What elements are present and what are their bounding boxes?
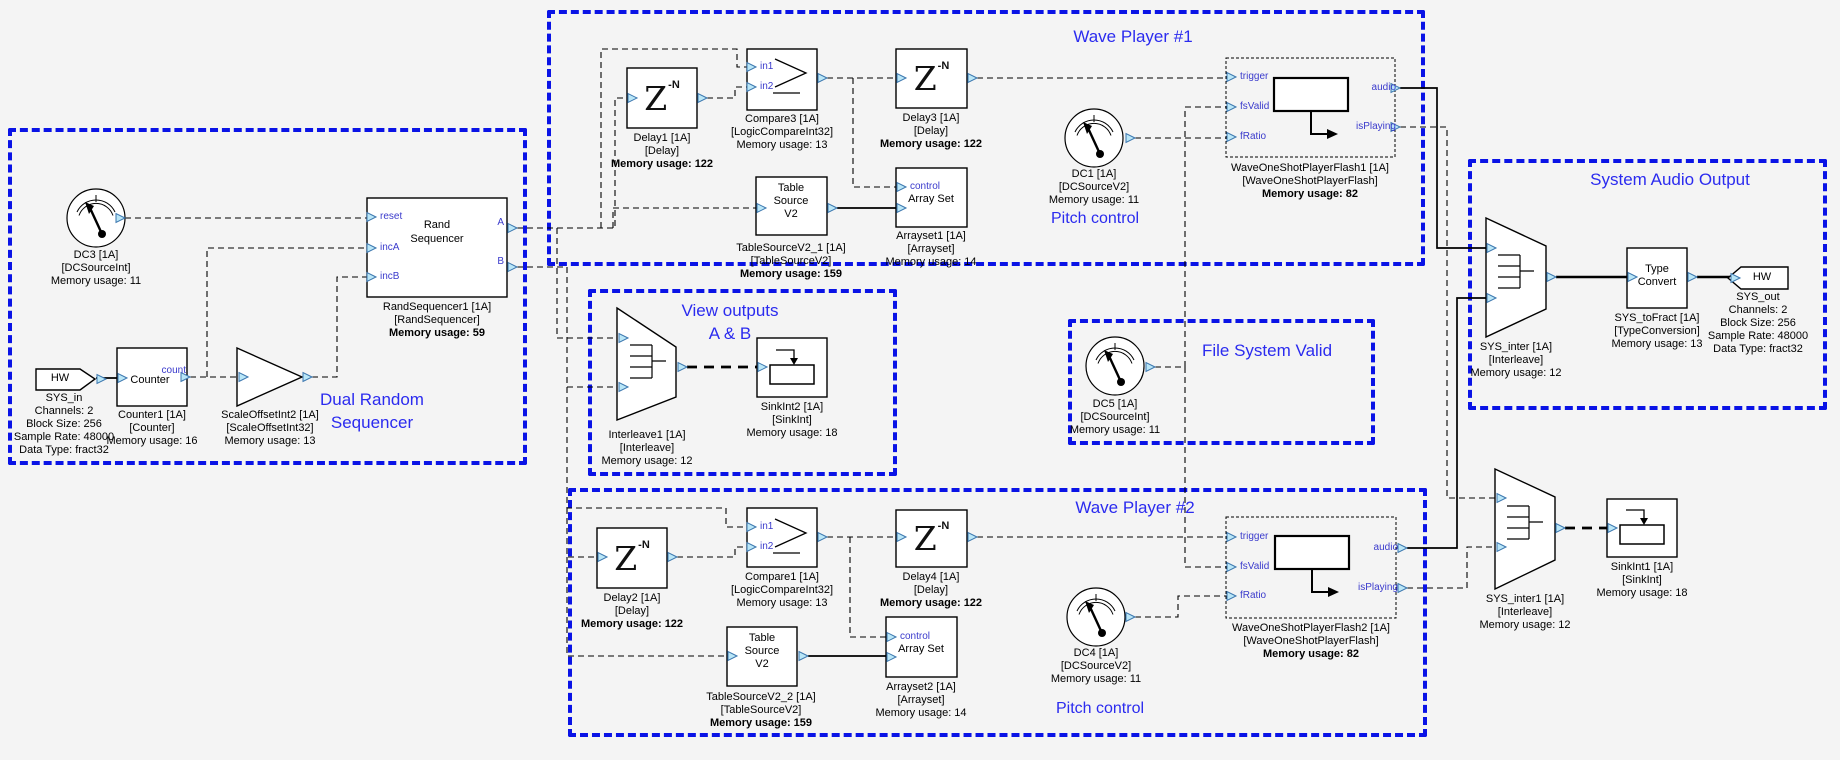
sinkint2-caption: SinkInt2 [1A] [SinkInt] Memory usage: 18 <box>746 401 838 439</box>
delay1-caption: Delay1 [1A] [Delay] Memory usage: 122 <box>610 132 714 170</box>
hw-in-label: HW <box>50 372 70 384</box>
compare1-block[interactable] <box>747 508 817 567</box>
tablesource2-label: Table Source V2 <box>744 632 780 670</box>
title-view-outputs-2: A & B <box>708 324 752 343</box>
port-label-wos2-fsValid: fsValid <box>1240 561 1270 572</box>
block-icons <box>67 59 1664 646</box>
dc3-caption: DC3 [1A] [DCSourceInt] Memory usage: 11 <box>50 249 142 287</box>
title-wave-player-1: Wave Player #1 <box>1073 27 1193 46</box>
tablesource2-caption: TableSourceV2_2 [1A] [TableSourceV2] Memory usage: 159 <box>706 691 816 729</box>
waveoneshot2-caption: WaveOneShotPlayerFlash2 [1A] [WaveOneShotPlayerFlash] Memory usage: 82 <box>1232 622 1390 660</box>
delay1-z-icon: Z -N <box>644 78 680 118</box>
sinkint1-caption: SinkInt1 [1A] [SinkInt] Memory usage: 18 <box>1596 561 1688 599</box>
compare3-caption: Compare3 [1A] [LogicCompareInt32] Memory usage: 13 <box>730 113 834 151</box>
tablesource1-label: Table Source V2 <box>773 182 809 220</box>
interleave1-caption: Interleave1 [1A] [Interleave] Memory usage: 12 <box>601 429 693 467</box>
waveoneshot1-caption: WaveOneShotPlayerFlash1 [1A] [WaveOneShotPlayerFlash] Memory usage: 82 <box>1231 162 1389 200</box>
port-label-wos1-fRatio: fRatio <box>1240 131 1267 142</box>
sys-inter-caption: SYS_inter [1A] [Interleave] Memory usage: 12 <box>1470 341 1562 379</box>
port-label-compare3-in2: in2 <box>760 81 774 92</box>
arrayset1-caption: Arrayset1 [1A] [Arrayset] Memory usage: 14 <box>885 230 977 268</box>
compare1-caption: Compare1 [1A] [LogicCompareInt32] Memory usage: 13 <box>730 571 834 609</box>
randseq-label-2: Sequencer <box>410 233 464 245</box>
typeconvert-label-1: Type <box>1645 263 1669 275</box>
port-label-wos1-audio: audio <box>1371 82 1396 93</box>
randseq-label-1: Rand <box>423 219 451 231</box>
interleave1-block[interactable] <box>617 308 676 420</box>
annotation-pitch-control-2: Pitch control <box>1055 700 1145 717</box>
hw-out-caption: SYS_out Channels: 2 Block Size: 256 Sample Rate: 48000 Data Type: fract32 <box>1707 291 1809 355</box>
dc5-gauge-icon[interactable] <box>1086 337 1144 395</box>
annotation-pitch-control-1: Pitch control <box>1050 210 1140 227</box>
title-system-audio-output: System Audio Output <box>1590 170 1750 189</box>
waveoneshot1-icon <box>1274 78 1348 139</box>
delay2-caption: Delay2 [1A] [Delay] Memory usage: 122 <box>580 592 684 630</box>
sys-inter1-caption: SYS_inter1 [1A] [Interleave] Memory usage: 12 <box>1479 593 1571 631</box>
dc1-caption: DC1 [1A] [DCSourceV2] Memory usage: 11 <box>1048 168 1140 206</box>
port-label-wos1-trigger: trigger <box>1240 71 1269 82</box>
delay3-caption: Delay3 [1A] [Delay] Memory usage: 122 <box>879 112 983 150</box>
counter-label: Counter <box>130 374 170 386</box>
port-label-wos2-fRatio: fRatio <box>1240 590 1267 601</box>
hw-out-label: HW <box>1752 271 1772 283</box>
delay3-z-icon: Z -N <box>913 59 950 98</box>
typeconvert-label-2: Convert <box>1637 276 1677 288</box>
port-label-compare3-in1: in1 <box>760 61 774 72</box>
waveoneshot2-icon <box>1275 536 1349 597</box>
delay4-z-icon: Z -N <box>913 519 950 558</box>
dc4-caption: DC4 [1A] [DCSourceV2] Memory usage: 11 <box>1050 647 1142 685</box>
title-wave-player-2: Wave Player #2 <box>1075 498 1195 517</box>
sys-inter1-block[interactable] <box>1495 469 1555 589</box>
randseq-caption: RandSequencer1 [1A] [RandSequencer] Memory usage: 59 <box>382 301 492 339</box>
title-file-system-valid: File System Valid <box>1201 341 1333 360</box>
arrayset1-label: Array Set <box>908 193 954 205</box>
port-label-wos1-fsValid: fsValid <box>1240 101 1270 112</box>
port-label-compare1-in2: in2 <box>760 541 774 552</box>
arrayset2-label: Array Set <box>898 643 944 655</box>
port-label-wos1-isPlaying: isPlaying <box>1355 121 1396 132</box>
typeconvert-caption: SYS_toFract [1A] [TypeConversion] Memory usage: 13 <box>1611 312 1703 350</box>
delay2-z-icon: Z -N <box>614 538 650 578</box>
dc1-gauge-icon[interactable] <box>1065 109 1123 167</box>
port-label-wos2-trigger: trigger <box>1240 531 1269 542</box>
port-label-incA: incA <box>380 242 400 253</box>
scaleoffset-caption: ScaleOffsetInt2 [1A] [ScaleOffsetInt32] Memory usage: 13 <box>221 409 319 447</box>
title-view-outputs-1: View outputs <box>681 301 779 320</box>
compare3-block[interactable] <box>747 49 817 110</box>
port-label-wos2-audio: audio <box>1373 542 1398 553</box>
port-label-arrayset2-control: control <box>900 631 931 642</box>
port-label-wos2-isPlaying: isPlaying <box>1357 582 1398 593</box>
dc4-gauge-icon[interactable] <box>1067 588 1125 646</box>
tablesource1-caption: TableSourceV2_1 [1A] [TableSourceV2] Memory usage: 159 <box>736 242 846 280</box>
hw-in-caption: SYS_in Channels: 2 Block Size: 256 Sample Rate: 48000 Data Type: fract32 <box>13 392 115 456</box>
counter-caption: Counter1 [1A] [Counter] Memory usage: 16 <box>106 409 198 447</box>
port-label-reset: reset <box>380 211 403 222</box>
dc5-caption: DC5 [1A] [DCSourceInt] Memory usage: 11 <box>1069 398 1161 436</box>
port-label-incB: incB <box>380 271 400 282</box>
port-label-compare1-in1: in1 <box>760 521 774 532</box>
port-label-count: count <box>161 365 186 376</box>
delay4-caption: Delay4 [1A] [Delay] Memory usage: 122 <box>879 571 983 609</box>
port-label-B: B <box>497 256 504 267</box>
port-label-arrayset1-control: control <box>910 181 941 192</box>
title-dual-random-1: Dual Random <box>320 390 424 409</box>
title-dual-random-2: Sequencer <box>330 413 414 432</box>
port-label-A: A <box>497 217 504 228</box>
arrayset2-caption: Arrayset2 [1A] [Arrayset] Memory usage: 14 <box>875 681 967 719</box>
